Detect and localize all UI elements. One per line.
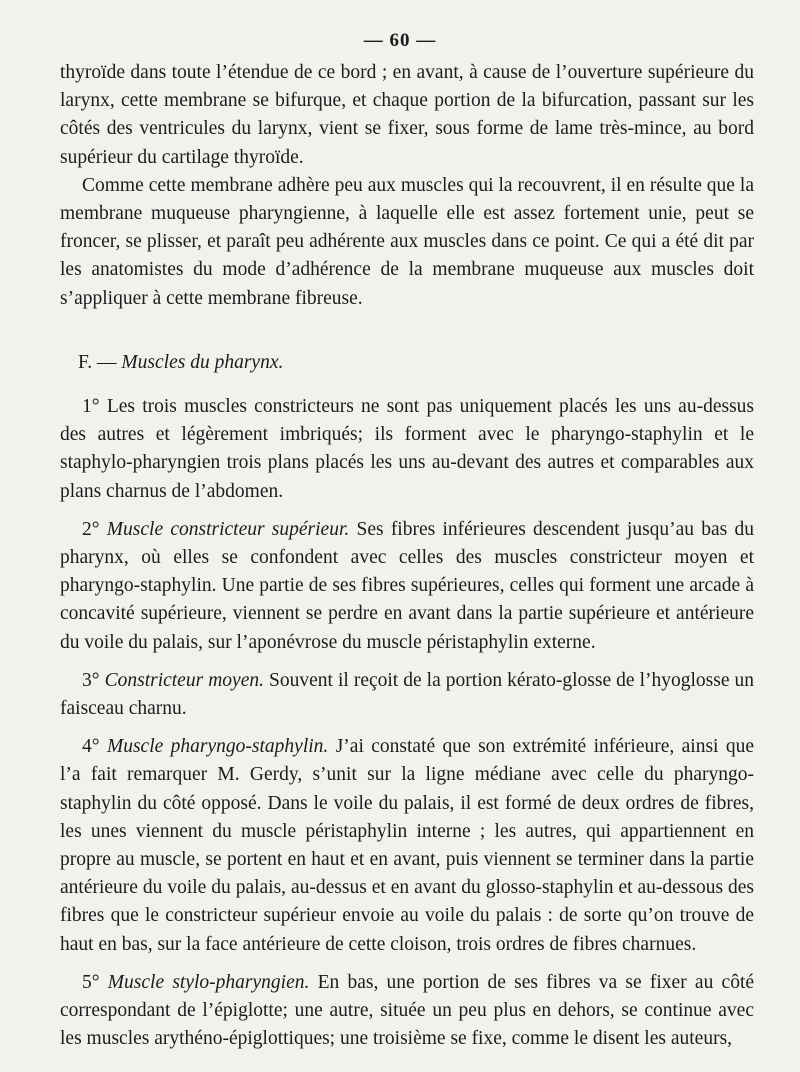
item-4 (60, 733, 754, 959)
item-number: 3° (82, 669, 100, 691)
section-heading (60, 349, 754, 377)
item-text: Souvent il reçoit de la portion kérato-glosse de l’hyoglosse un faisceau charnu. (60, 669, 755, 720)
item-number: 4° (82, 736, 100, 758)
section-dash: — (97, 351, 117, 373)
paragraph-thyroid-membrane: thyroïde dans toute l’étendue de ce bord ; en avant, à cause de l’ouverture supérieure du larynx, cette membrane se bifurque, et chaque portion de la bifurcation, passant sur les côtés des ventricules du larynx, vient se fixer, sous forme de lame très-mince, au bord supérieur du cartilage thyroïde. (60, 62, 754, 168)
item-1 (60, 393, 754, 506)
item-text: Les trois muscles constricteurs ne sont pas uniquement placés les uns au-dessus des autres et légèrement imbriqués; ils forment avec le pharyngo-staphylin et le staphylo-pharyngien trois plans placés les uns au-devant des autres et comparables aux plans charnus de l’abdomen. (60, 396, 754, 502)
item-5 (60, 969, 754, 1054)
item-number: 5° (82, 971, 100, 993)
item-3 (60, 667, 754, 723)
item-text: En bas, une portion de ses fibres va se fixer au côté correspondant de l’épiglotte; une autre, située un peu plus en dehors, se continue avec les muscles arythéno-épiglottiques; une troisième se fixe, comme le disent les auteurs, (60, 971, 755, 1050)
page-number: — 60 — (363, 30, 437, 51)
page-body (60, 59, 754, 1054)
item-number: 2° (82, 518, 100, 540)
item-title: Muscle pharyngo-staphylin. (106, 736, 329, 758)
section-letter: F. (78, 351, 93, 373)
item-title: Muscle stylo-pharyngien. (107, 971, 310, 993)
item-text: Ses fibres inférieures descendent jusqu’au bas du pharynx, où elles se confondent avec celles des muscles constricteur moyen et pharyngo-staphylin. Une partie de ses fibres supérieures, celles qui forment une arcade à concavité supérieure, viennent se perdre en avant dans la partie supérieure et antérieure du voile du palais, sur l’aponévrose du muscle péristaphylin externe. (60, 518, 755, 653)
item-2 (60, 516, 754, 657)
item-text: J’ai constaté que son extrémité inférieure, ainsi que l’a fait remarquer M. Gerdy, s’unit sur la ligne médiane avec celle du pharyngo-staphylin du côté opposé. Dans le voile du palais, il est formé de deux ordres de fibres, les unes viennent du muscle péristaphylin interne ; les autres, qui appartiennent en propre au muscle, se portent en haut et en avant, puis viennent se terminer dans la partie antérieure du voile du palais, au-dessus et en avant du glosso-staphylin et au-dessous des fibres que le constricteur supérieur envoie au voile du palais : de sorte qu’on trouve de haut en bas, sur la face antérieure de cette cloison, trois ordres de fibres charnues. (60, 736, 755, 955)
item-number: 1° (82, 396, 100, 418)
item-title: Muscle constricteur supérieur. (106, 518, 350, 540)
item-title: Constricteur moyen. (104, 669, 264, 691)
paragraph-membrane-adherence: Comme cette membrane adhère peu aux muscles qui la recouvrent, il en résulte que la membrane muqueuse pharyngienne, à laquelle elle est assez fortement unie, peut se froncer, se plisser, et paraît peu adhérente aux muscles dans ce point. Ce qui a été dit par les anatomistes du mode d’adhérence de la membrane muqueuse aux muscles doit s’appliquer à cette membrane fibreuse. (60, 174, 754, 309)
section-title: Muscles du pharynx. (121, 351, 284, 373)
